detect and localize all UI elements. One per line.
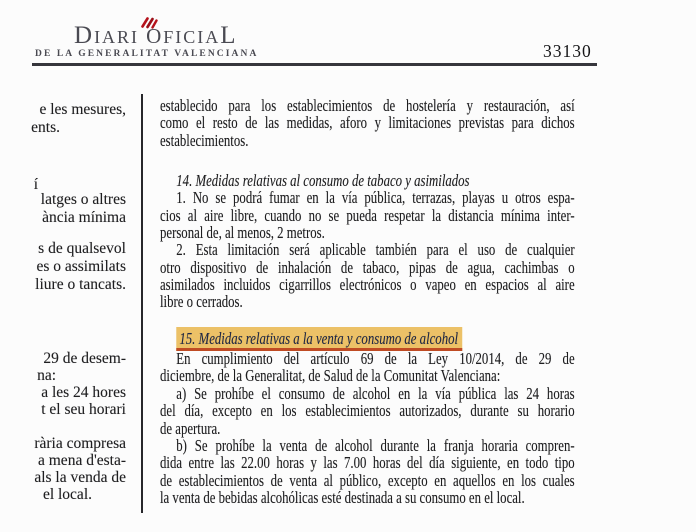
text-line: b) Se prohíbe la venta de alcohol durante la franja horaria compren- <box>176 435 575 455</box>
text-line: personal de, al menos, 2 metros. <box>160 223 325 243</box>
paragraph-tobacco-1 <box>160 189 575 241</box>
cropped-text-fragment: 29 de desem- <box>43 350 126 367</box>
left-column-cropped-text <box>0 0 130 532</box>
text-line: del día, excepto en los establecimientos autorizados, durante su horario <box>160 401 575 421</box>
section-heading-14 <box>160 172 575 189</box>
text-line: cios al aire libre, cuando no se pueda respetar la distancia mínima inter- <box>160 205 575 225</box>
cropped-text-fragment: ància mínima <box>42 209 126 226</box>
text-line: como el resto de las medidas, aforo y limitaciones previstas para dichos <box>160 113 575 133</box>
yellow-highlight: 15. Medidas relativas a la venta y consumo de alcohol <box>176 327 462 351</box>
cropped-text-fragment: a les 24 hores <box>41 384 126 401</box>
highlighted-heading-15 <box>160 330 575 347</box>
cropped-text-fragment: es o assimilats <box>36 258 126 275</box>
text-line: 2. Esta limitación será aplicable también para el uso de cualquier <box>176 240 575 260</box>
cropped-text-fragment: e les mesures, <box>39 101 126 118</box>
text-line: establecimientos. <box>160 130 249 150</box>
cropped-text-fragment: s de qualsevol <box>38 240 126 257</box>
cropped-text-fragment: í <box>33 176 38 193</box>
text-line: asimilados incluidos cigarrillos electrónicos o vapeo en espacios al aire <box>160 275 575 295</box>
text-line: la venta de bebidas alcohólicas esté destinada a su consumo en el local. <box>160 487 525 507</box>
cropped-text-fragment: latges o altres <box>40 191 126 208</box>
masthead-title-part: O <box>146 24 164 48</box>
paragraph-continuation <box>160 97 575 149</box>
cropped-text-fragment: a mena d'esta- <box>38 452 126 469</box>
text-line: 1. No se podrá fumar en la vía pública, terrazas, playas u otros espa- <box>176 188 575 208</box>
text-line: dida entre las 22.00 horas y las 7.00 horas del día siguiente, en todo tipo <box>160 453 575 473</box>
text-line: a) Se prohíbe el consumo de alcohol en la vía pública las 24 horas <box>176 383 575 403</box>
cropped-text-fragment: t el seu horari <box>41 401 126 418</box>
cropped-text-fragment: el local. <box>42 486 92 503</box>
text-line <box>160 330 575 347</box>
paragraph-alcohol-a <box>160 385 575 437</box>
cropped-text-fragment: als la venda de <box>34 469 126 486</box>
masthead-title-part: IARI <box>94 27 140 47</box>
text-line: establecido para los establecimientos de hostelería y restauración, así <box>160 96 575 115</box>
cropped-text-fragment: na: <box>37 367 56 384</box>
text-line: de establecimientos de venta al público, excepto en aquellos en los cuales <box>160 470 575 490</box>
page-number: 33130 <box>543 41 592 61</box>
text-line: libre o cerrados. <box>160 292 243 312</box>
masthead-title-part: FICIA <box>163 27 221 47</box>
text-line: 14. Medidas relativas al consumo de tabaco y asimilados <box>176 171 470 191</box>
masthead-title-part: D <box>74 22 95 49</box>
column-divider <box>141 94 143 513</box>
paragraph-alcohol-b <box>160 437 575 506</box>
text-line: En cumplimiento del artículo 69 de la Ley 10/2014, de 29 de <box>176 349 575 369</box>
generalitat-red-stripes-icon <box>140 16 158 29</box>
masthead-title-part: L <box>220 22 238 49</box>
cropped-text-fragment: liure o tancats. <box>35 276 126 293</box>
cropped-text-fragment: ents. <box>31 119 60 136</box>
right-column-text <box>160 97 575 506</box>
masthead-subtitle: DE LA GENERALITAT VALENCIANA <box>35 49 259 59</box>
text-line: diciembre, de la Generalitat, de Salud de la Comunitat Valenciana: <box>160 366 501 386</box>
cropped-text-fragment: rària compresa <box>34 435 126 452</box>
paragraph-alcohol-intro <box>160 350 575 385</box>
text-line: de apertura. <box>160 418 221 438</box>
paragraph-tobacco-2 <box>160 241 575 310</box>
text-line: otro dispositivo de inhalación de tabaco, pipas de agua, cachimbas o <box>160 257 575 277</box>
